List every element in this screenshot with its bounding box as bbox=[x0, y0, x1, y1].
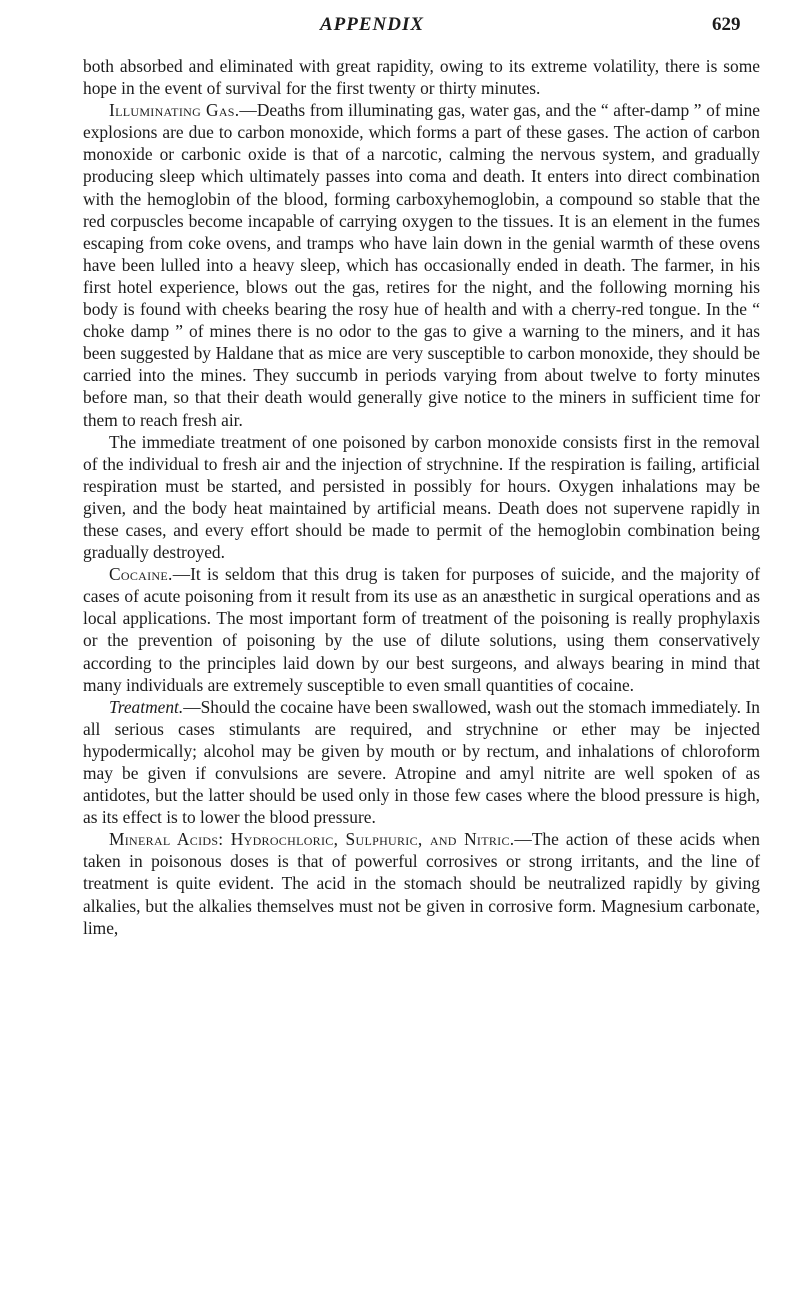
paragraph-text: —Deaths from illuminating gas, water gas, and the “ after-damp ” of mine explosions are due to carbon monoxide, which forms a part of these gases. The action of carbon monoxide or carbonic oxide is that of a narcotic, calming the nervous system, and gradually producing sleep which ultimately passes into coma and death. It enters into direct combination with the hemoglobin of the blood, forming carboxyhemoglobin, a compound so stable that the red corpuscles become incapable of carrying oxygen to the tissues. It is an element in the fumes escaping from coke ovens, and tramps who have lain down in the genial warmth of these ovens have been lulled into a heavy sleep, which has occasionally ended in death. The farmer, in his first hotel experience, blows out the gas, retires for the night, and the following morning his body is found with cheeks bearing the rosy hue of health and with a cherry-red tongue. In the “ choke damp ” of mines there is no odor to the gas to give a warning to the miners, and it has been suggested by Haldane that as mice are very susceptible to carbon monoxide, they should be carried into the mines. They succumb in periods varying from about twelve to forty minutes before man, so that their death would generally give notice to the miners in sufficient time for them to reach fresh air. bbox=[83, 100, 761, 430]
paragraph-mineral-acids bbox=[83, 828, 760, 938]
paragraph-cocaine-treatment bbox=[83, 696, 760, 829]
paragraph-illuminating-gas bbox=[83, 99, 760, 430]
paragraph-co-treatment bbox=[83, 431, 760, 564]
running-title: APPENDIX bbox=[320, 14, 425, 35]
page-number: 629 bbox=[712, 14, 741, 35]
paragraph-text: The immediate treatment of one poisoned by carbon monoxide consists first in the removal of the individual to fresh air and the injection of strychnine. If the respiration is failing, artificial respiration must be started, and persisted in possibly for hours. Oxygen inhalations may be given, and the body heat maintained by artificial means. Death does not supervene rapidly in these cases, and every effort should be made to permit of the hemoglobin combination being gradually destroyed. bbox=[83, 431, 760, 563]
section-heading-cocaine: Cocaine. bbox=[109, 564, 173, 585]
paragraph-text: both absorbed and eliminated with great rapidity, owing to its extreme volatility, there is some hope in the event of survival for the first twenty or thirty minutes. bbox=[83, 56, 760, 99]
paragraph-cocaine bbox=[83, 563, 760, 696]
paragraph-text: —It is seldom that this drug is taken for purposes of suicide, and the majority of cases of acute poisoning from it result from its use as an anæsthetic in surgical operations and as local applications. The most important form of treatment of the poisoning is really prophylaxis or the prevention of poisoning by the use of dilute solutions, using them conservatively according to the principles laid down by our best surgeons, and always bearing in mind that many individuals are extremely susceptible to even small quantities of cocaine. bbox=[83, 564, 760, 695]
paragraph-text: —Should the cocaine have been swallowed, wash out the stomach immediately. In all serious cases stimulants are required, and strychnine or ether may be injected hypodermically; alcohol may be given by mouth or by rectum, and inhalations of chloroform may be given if convulsions are severe. Atropine and amyl nitrite are well spoken of as antidotes, but the latter should be used only in those few cases where the blood pressure is high, as its effect is to lower the blood pressure. bbox=[83, 696, 760, 828]
running-head bbox=[0, 10, 801, 38]
paragraph-text: —The action of these acids when taken in poisonous doses is that of powerful corrosives or strong irritants, and the line of treatment is quite evident. The acid in the stomach should be neutralized rapidly by giving alkalies, but the alkalies themselves must not be given in corrosive form. Magnesium carbonate, lime, bbox=[83, 829, 761, 938]
section-heading-illuminating-gas: Illuminating Gas. bbox=[109, 100, 240, 121]
body-text bbox=[83, 55, 760, 939]
subheading-treatment: Treatment. bbox=[109, 696, 184, 717]
paragraph-continuation bbox=[83, 55, 760, 99]
section-heading-mineral-acids: Mineral Acids: Hydrochloric, Sulphuric, and Nitric. bbox=[109, 829, 515, 850]
